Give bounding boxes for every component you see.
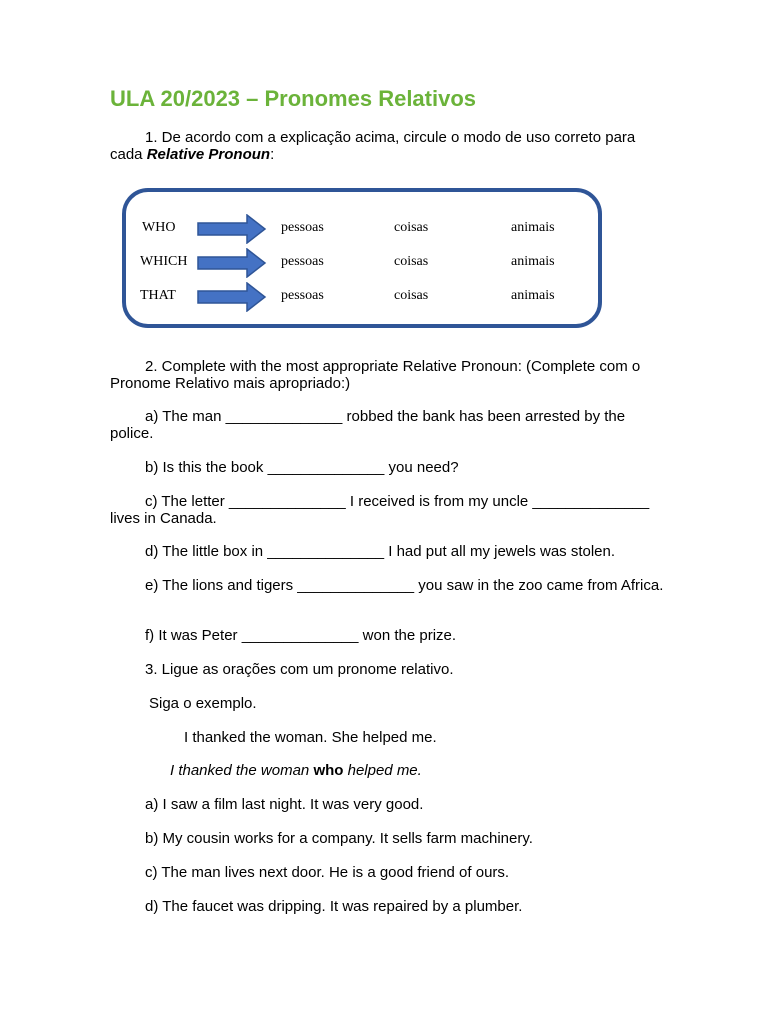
example-answer-start: I thanked the woman [170, 762, 314, 779]
option-things[interactable]: coisas [394, 288, 429, 303]
pronoun-label: THAT [140, 288, 176, 303]
relative-pronoun-diagram [122, 188, 602, 328]
example-answer-end: helped me. [343, 762, 422, 779]
right-arrow-icon [197, 282, 267, 312]
example-label: Siga o exemplo. [149, 695, 257, 712]
question-3d: d) The faucet was dripping. It was repaired by a plumber. [145, 898, 523, 915]
question-1 [110, 129, 670, 163]
question-2b: b) Is this the book ______________ you need? [145, 459, 459, 476]
question-2a: a) The man ______________ robbed the bank has been arrested by the police. [110, 408, 626, 442]
question-2c: c) The letter ______________ I received is from my uncle ______________ lives in Canada. [110, 493, 650, 527]
diagram-row-which [126, 248, 606, 278]
option-people[interactable]: pessoas [281, 254, 324, 269]
question-3a: a) I saw a film last night. It was very good. [145, 796, 424, 813]
question-2d: d) The little box in ______________ I had put all my jewels was stolen. [145, 543, 616, 560]
diagram-row-who [126, 214, 606, 244]
question-3c: c) The man lives next door. He is a good friend of ours. [145, 864, 510, 881]
option-people[interactable]: pessoas [281, 220, 324, 235]
page-title: ULA 20/2023 – Pronomes Relativos [110, 86, 477, 111]
question-2e: e) The lions and tigers ______________ you saw in the zoo came from Africa. [145, 577, 664, 594]
pronoun-label: WHO [142, 220, 176, 235]
option-animals[interactable]: animais [511, 220, 555, 235]
q1-emphasis: Relative Pronoun [146, 146, 271, 163]
option-animals[interactable]: animais [511, 254, 555, 269]
option-things[interactable]: coisas [394, 220, 429, 235]
example-sentence: I thanked the woman. She helped me. [184, 729, 437, 746]
right-arrow-icon [197, 214, 267, 244]
question-2: 2. Complete with the most appropriate Relative Pronoun: (Complete com o Pronome Relativo mais apropriado:) [110, 358, 641, 392]
question-2f: f) It was Peter ______________ won the prize. [145, 627, 457, 644]
example-answer-bold: who [313, 762, 344, 779]
right-arrow-icon [197, 248, 267, 278]
diagram-row-that [126, 282, 606, 312]
option-things[interactable]: coisas [394, 254, 429, 269]
question-3b: b) My cousin works for a company. It sells farm machinery. [145, 830, 533, 847]
option-people[interactable]: pessoas [281, 288, 324, 303]
example-answer [170, 762, 730, 779]
q1-end: : [270, 146, 275, 163]
option-animals[interactable]: animais [511, 288, 555, 303]
q1-text: 1. De acordo com a explicação acima, circule o modo de uso correto para cada [110, 129, 636, 163]
question-3: 3. Ligue as orações com um pronome relativo. [145, 661, 454, 678]
pronoun-label: WHICH [140, 254, 188, 269]
